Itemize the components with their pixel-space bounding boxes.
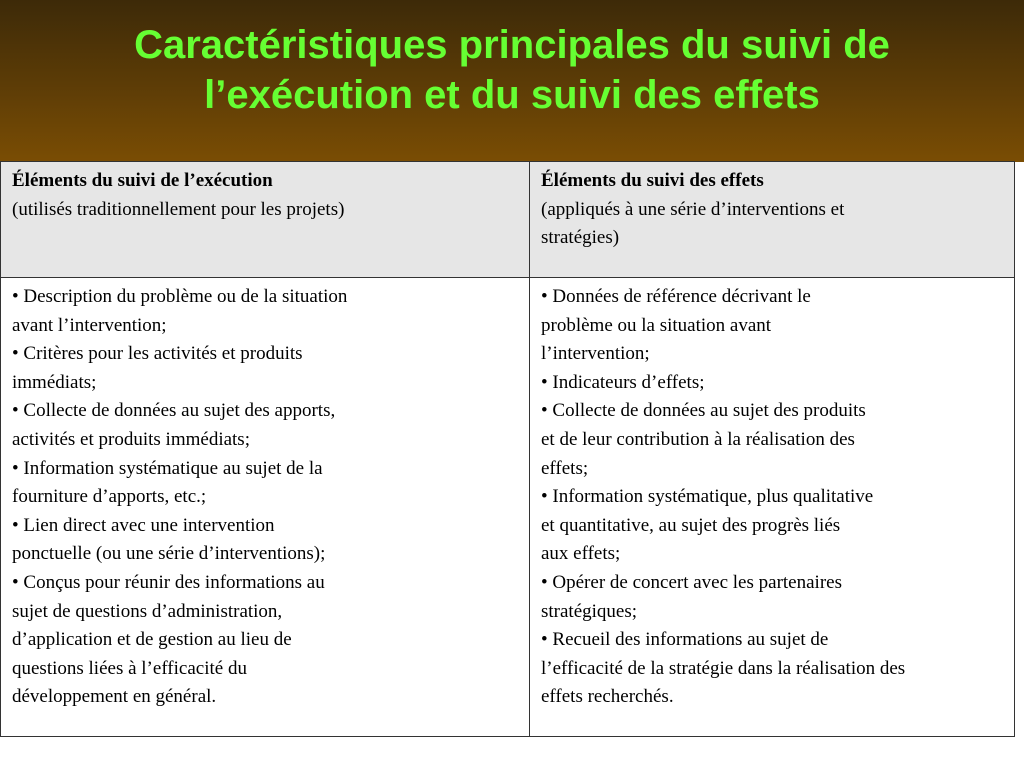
slide-title-line-1: Caractéristiques principales du suivi de [134,23,890,67]
left-cell-line: ponctuelle (ou une série d’interventions); [12,543,326,565]
right-cell-line: • Données de référence décrivant le [541,286,811,307]
right-cell-line: l’intervention; [541,343,650,365]
right-cell-line: problème ou la situation avant [541,314,772,336]
right-header-cell [530,162,1015,278]
left-cell-line: • Information systématique au sujet de la [12,457,323,479]
left-cell-line: sujet de questions d’administration, [12,600,283,622]
left-cell-line: activités et produits immédiats; [12,428,250,450]
right-cell-line: stratégiques; [541,600,638,622]
left-cell-line: • Lien direct avec une intervention [12,514,275,536]
right-cell-line: et de leur contribution à la réalisation des [541,428,855,450]
table-header-row [1,162,1015,278]
left-cell-line: fourniture d’apports, etc.; [12,486,207,508]
right-cell-line: • Indicateurs d’effets; [541,371,705,393]
right-cell-line: l’efficacité de la stratégie dans la réalisation des [541,657,906,679]
slide-title-line-2: l’exécution et du suivi des effets [204,73,820,117]
title-banner [0,0,1024,162]
right-cell-line: • Opérer de concert avec les partenaires [541,571,842,593]
slide-title [0,20,1024,120]
right-cell-line: et quantitative, au sujet des progrès liés [541,514,841,536]
left-cell-line: questions liées à l’efficacité du [12,657,247,679]
right-cell-line: effets recherchés. [541,686,674,708]
left-body-cell [1,278,530,737]
table-body-row [1,278,1015,737]
left-cell-line: • Description du problème ou de la situation [12,286,348,307]
left-header-title: Éléments du suivi de l’exécution [12,170,273,191]
left-cell-line: immédiats; [12,371,97,393]
left-cell-line: • Critères pour les activités et produits [12,343,303,365]
right-header-title: Éléments du suivi des effets [541,170,764,191]
left-header-cell [1,162,530,278]
left-cell-line: avant l’intervention; [12,314,167,336]
left-header-subtitle: (utilisés traditionnellement pour les projets) [12,198,345,220]
right-header-subtitle-line: stratégies) [541,227,620,249]
left-cell-line: développement en général. [12,686,217,708]
right-cell-line: • Collecte de données au sujet des produits [541,400,866,422]
left-cell-line: • Collecte de données au sujet des apports, [12,400,336,422]
right-header-subtitle-line: (appliqués à une série d’interventions et [541,198,845,220]
right-cell-line: • Recueil des informations au sujet de [541,629,829,651]
right-cell-line: aux effets; [541,543,621,565]
left-cell-line: d’application et de gestion au lieu de [12,629,292,651]
right-cell-line: effets; [541,457,589,479]
comparison-table [0,161,1015,737]
right-body-cell [530,278,1015,737]
left-cell-line: • Conçus pour réunir des informations au [12,571,325,593]
right-cell-line: • Information systématique, plus qualitative [541,486,874,508]
